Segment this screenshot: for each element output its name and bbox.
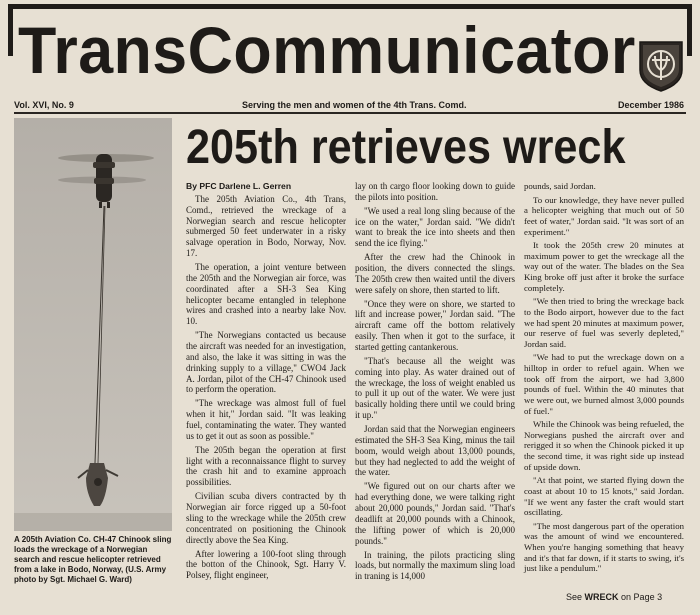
masthead-info-bar: [14, 98, 686, 112]
paragraph: "The wreckage was almost full of fuel when it hit," Jordan said. "It was leaking fuel, contaminating the water. They wanted us to get it out as soon as possible.": [186, 398, 346, 441]
paragraph: The 205th began the operation at first light with a reconnaissance flight to survey the crash hit and to examine approach possibilities.: [186, 444, 346, 488]
paragraph: "We figured out on our charts after we had everything done, we were talking right about 20,000 pounds," Jordan said. "That's deadlift at 20,000 pounds with a Chinook, the lifting power of which is 20,000 pounds.": [355, 481, 515, 546]
article-column-3: [524, 181, 684, 577]
volume-issue: Vol. XVI, No. 9: [14, 100, 74, 110]
paragraph: It took the 205th crew 20 minutes at maximum power to get the wreckage all the way out of the water. The blades on the Sea King broke off just after it broke the surface completely.: [524, 240, 684, 293]
photo-caption: A 205th Aviation Co. CH-47 Chinook sling loads the wreckage of a Norwegian search and rescue helicopter retrieved from a lake in Bodo, Norway, (U.S. Army photo by Sgt. Michael G. Ward): [14, 535, 172, 584]
continuation-keyword: WRECK: [584, 592, 619, 602]
masthead-title: TransCommunicator: [18, 13, 636, 87]
paragraph: "At that point, we started flying down the coast at about 10 to 15 knots," said Jordan. "If we went any faster the craft would start oscillating.: [524, 475, 684, 518]
continuation-prefix: See: [566, 592, 583, 602]
paragraph: "We had to put the wreckage down on a hilltop in order to refuel again. When we took off from the airport, we had 3,800 pounds of fuel. Within the 40 minutes that we were out, we burned almost 3,000 pounds of fuel.": [524, 352, 684, 416]
paragraph: While the Chinook was being refueled, the Norwegians pushed the aircraft over and rerigged it so when the Chinook picked it up the second time, it was right side up instead of upside down.: [524, 419, 684, 472]
continuation-suffix: on Page 3: [621, 592, 663, 602]
article-headline: 205th retrieves wreck: [186, 121, 626, 174]
paragraph: Civilian scuba divers contracted by th Norwegian air force rigged up a 50-foot sling to the wreckage while the 205th crew concentrated on positioning the Chinook directly above the Sea King.: [186, 491, 346, 545]
paragraph: After the crew had the Chinook in position, the divers connected the slings. The 205th crew then waited until the divers were safely on shore, then started to lift.: [355, 252, 515, 295]
paragraph: pounds, said Jordan.: [524, 181, 596, 191]
paragraph: In training, the pilots practicing sling loads, but normally the maximum sling load in traning is 14,000: [355, 549, 515, 582]
paragraph: "We used a real long sling because of the ice on the water," Jordan said. "We didn't want to break the ice into sheets and then send the ice flying.": [355, 205, 515, 249]
masthead-frame-left: [8, 4, 13, 56]
issue-date: December 1986: [617, 100, 684, 110]
paragraph: "Once they were on shore, we started to lift and increase power," Jordan said. "The aircraft came off the bottom relatively easily. Then when it got to the surface, it started getting cantankerous.: [355, 298, 515, 353]
masthead-motto: Serving the men and women of the 4th Trans. Comd.: [242, 100, 467, 110]
paragraph: The operation, a joint venture between the 205th and the Norwegian air force, was coordinated after a SH-3 Sea King helicopter became entangled in telephone wires and crashed into a nearby lake Nov. 10.: [186, 262, 346, 327]
paragraph: Jordan said that the Norwegian engineers estimated the SH-3 Sea King, minus the tail boom, would weigh about 13,000 pounds, but they had neglected to add the weight of the water.: [355, 424, 515, 478]
masthead-rule: [14, 112, 686, 114]
article-byline: By PFC Darlene L. Gerren: [186, 181, 292, 191]
article-column-1: [186, 181, 346, 584]
command-emblem-icon: [638, 40, 684, 92]
chinook-photo-image: [14, 118, 172, 531]
paragraph: "The Norwegians contacted us because the aircraft was needed for an investigation, and also, the lake it was sitting in was the drinking supply to a village," CWO4 Jack A. Jordan, pilot of the CH-47 Chinook used to perform the operation.: [186, 330, 346, 395]
paragraph: "The most dangerous part of the operation was the amount of wind we encountered. When you're hanging something that heavy and it's that far down, if it starts to swing, it's just like a pendulum.": [524, 520, 684, 574]
article-column-2: [355, 181, 515, 585]
chinook-photo: [14, 118, 172, 531]
masthead-frame-right: [687, 4, 692, 56]
paragraph: To our knowledge, they have never pulled a helicopter weighing that much out of 50 feet of water," Jordan said. "It was sort of an experiment.": [524, 194, 684, 237]
paragraph: After lowering a 100-foot sling through the botton of the Chinook, Sgt. Harry V. Polsey, flight engineer,: [186, 548, 346, 581]
paragraph: lay on th cargo floor looking down to guide the pilots into position.: [355, 181, 515, 202]
paragraph: "That's because all the weight was coming into play. As water drained out of the wreckage, the loss of weight enabled us to pull it up out of the water. We were just basically holding there until we could bring it up.": [355, 355, 515, 421]
continuation-note: [566, 591, 690, 603]
paragraph: The 205th Aviation Co., 4th Trans, Comd., retrieved the wreckage of a Norwegian search and rescue helicopter submerged 50 feet underwater in a risky salvage operation in Bodo, Norway, Nov. 17.: [186, 193, 346, 259]
paragraph: "We then tried to bring the wreckage back to the Bodo airport, however due to the fact we had spent 20 minutes at maximum power, our reserve of fuel was severly depleted," Jordan said.: [524, 296, 684, 349]
